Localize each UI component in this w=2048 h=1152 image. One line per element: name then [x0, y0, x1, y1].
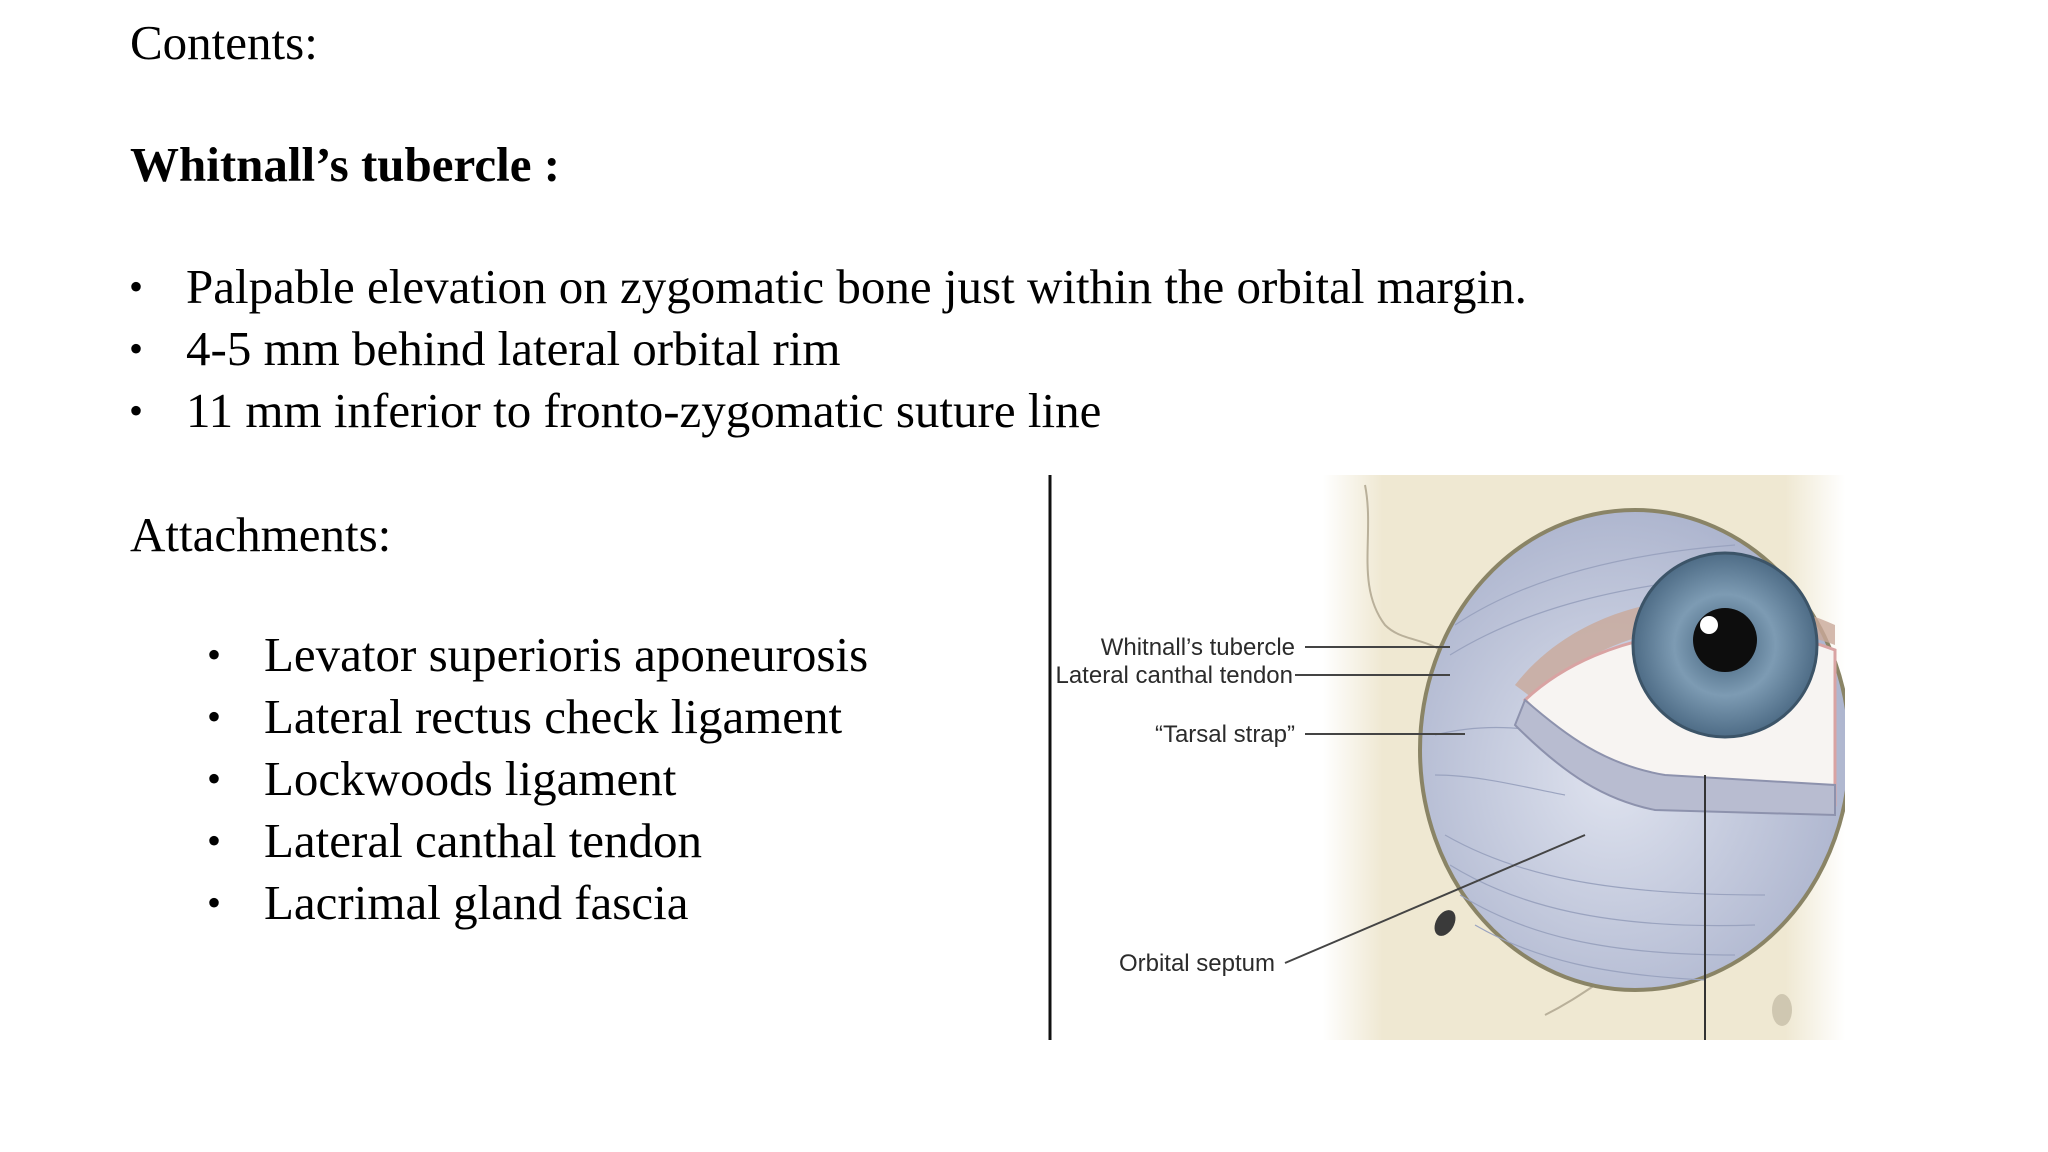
bullet-marker: • — [129, 388, 144, 433]
attachments-heading: Attachments: — [130, 507, 392, 562]
bullet-text: Levator superioris aponeurosis — [264, 627, 869, 682]
bullet-marker: • — [129, 264, 144, 309]
bullet-marker: • — [207, 818, 222, 863]
eye-highlight — [1700, 616, 1718, 634]
bullet-text: Palpable elevation on zygomatic bone just within the orbital margin. — [186, 259, 1527, 314]
tubercle-heading: Whitnall’s tubercle : — [130, 137, 561, 192]
bullet-text: Lockwoods ligament — [264, 751, 677, 806]
label-whitnall: Whitnall’s tubercle — [1100, 634, 1295, 661]
eye-anatomy-illustration — [1045, 475, 1845, 1040]
bone-notch — [1772, 994, 1792, 1026]
list-item — [207, 748, 868, 810]
bullet-text: Lateral canthal tendon — [264, 813, 703, 868]
list-item — [207, 872, 868, 934]
list-item — [129, 380, 1527, 442]
pupil — [1693, 608, 1757, 672]
label-septum: Orbital septum — [1118, 950, 1275, 977]
bullet-text: Lateral rectus check ligament — [264, 689, 843, 744]
list-item — [207, 686, 868, 748]
list-item — [129, 256, 1527, 318]
list-item — [207, 624, 869, 686]
label-tarsal: “Tarsal strap” — [1154, 721, 1295, 748]
eye-anatomy-figure — [1045, 475, 1845, 1040]
bullet-text: 4-5 mm behind lateral orbital rim — [186, 321, 841, 376]
bullet-marker: • — [207, 632, 222, 677]
contents-heading: Contents: — [130, 15, 318, 70]
bullet-marker: • — [129, 326, 144, 371]
bullet-marker: • — [207, 694, 222, 739]
label-canthal: Lateral canthal tendon — [1055, 662, 1293, 689]
list-item — [207, 810, 868, 872]
tubercle-bullet-list — [129, 256, 1527, 442]
bone-fade-left — [1323, 475, 1383, 1040]
attachments-bullet-list — [207, 624, 869, 934]
bullet-text: 11 mm inferior to fronto-zygomatic suture line — [186, 383, 1102, 438]
bullet-marker: • — [207, 880, 222, 925]
bullet-marker: • — [207, 756, 222, 801]
list-item — [129, 318, 1527, 380]
bullet-text: Lacrimal gland fascia — [264, 875, 689, 930]
